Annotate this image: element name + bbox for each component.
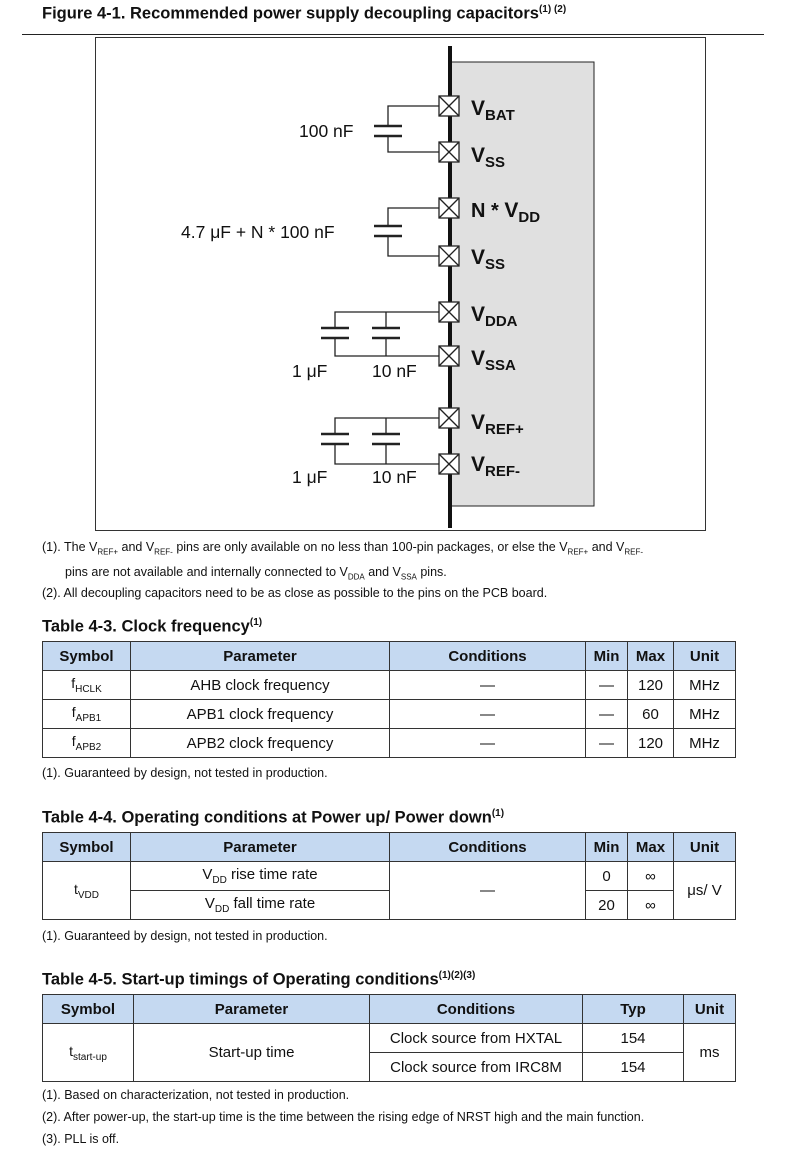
pin-label-vdd: N * $V_{DD}$	[471, 199, 541, 226]
table-4-5-title: Table 4-5. Start-up timings of Operating conditions$^{(1)(2)(3)}$	[42, 970, 476, 989]
table-row: $V_{DD}$ fall time rate 20 ∞	[43, 891, 736, 920]
clock-frequency-table	[42, 641, 736, 758]
pin-box-vss2	[439, 246, 459, 266]
table-4-4-title: Table 4-4. Operating conditions at Power up/ Power down$^{(1)}$	[42, 808, 505, 827]
figure-note-1-cont: pins are not available and internally connected to $V_{DDA}$ and $V_{SSA}$ pins.	[65, 565, 447, 582]
cap-label-vdd: 4.7 μF + N * 100 nF	[181, 222, 335, 242]
pin-box-vrefp	[439, 408, 459, 428]
cap-label-vdda-1uf: 1 μF	[292, 361, 328, 381]
capacitor-wiring	[321, 106, 439, 464]
table-row: Clock source from IRC8M 154	[43, 1053, 736, 1082]
table-4-5-note-3: (3). PLL is off.	[42, 1132, 120, 1146]
pin-box-vdda	[439, 302, 459, 322]
pin-label-vbat: $V_{BAT}$	[471, 97, 515, 124]
table-4-5-note-1: (1). Based on characterization, not tested in production.	[42, 1088, 350, 1102]
pin-box-vrefm	[439, 454, 459, 474]
table-4-3-note: (1). Guaranteed by design, not tested in production.	[42, 766, 328, 780]
table-header-row: Symbol Parameter Conditions Typ Unit	[43, 995, 736, 1024]
cap-label-100nf: 100 nF	[299, 121, 354, 141]
table-4-5-note-2: (2). After power-up, the start-up time is the time between the rising edge of NRST high and the main function.	[42, 1110, 645, 1124]
table-4-3-title: Table 4-3. Clock frequency$^{(1)}$	[42, 617, 263, 636]
pin-label-vref-minus: $V_{REF-}$	[471, 453, 521, 480]
pin-label-vss-1: $V_{SS}$	[471, 144, 506, 171]
decoupling-schematic	[0, 0, 790, 540]
pin-label-vdda: $V_{DDA}$	[471, 303, 518, 330]
col-header: Unit	[674, 642, 736, 671]
pin-box-vss1	[439, 142, 459, 162]
table-header-row	[43, 642, 736, 671]
figure-note-2: (2). All decoupling capacitors need to be as close as possible to the pins on the PCB board.	[42, 586, 548, 600]
table-row: $f_{APB2}$ APB2 clock frequency — — 120 MHz	[43, 729, 736, 758]
power-up-table	[42, 832, 736, 920]
cap-label-vref-10nf: 10 nF	[372, 467, 417, 487]
col-header: Conditions	[390, 642, 586, 671]
table-row: $t_{VDD}$ $V_{DD}$ rise time rate — 0 ∞ μs/ V	[43, 862, 736, 891]
pin-box-vbat	[439, 96, 459, 116]
col-header: Parameter	[131, 642, 390, 671]
cap-label-vref-1uf: 1 μF	[292, 467, 328, 487]
table-row: $t_{start-up}$ Start-up time Clock source from HXTAL 154 ms	[43, 1024, 736, 1053]
chip-body	[451, 62, 594, 506]
col-header: Max	[628, 642, 674, 671]
table-row: $f_{HCLK}$ AHB clock frequency — — 120 MHz	[43, 671, 736, 700]
startup-timing-table	[42, 994, 736, 1082]
pin-label-vref-plus: $V_{REF+}$	[471, 411, 524, 438]
pin-box-vssa	[439, 346, 459, 366]
table-4-4-note: (1). Guaranteed by design, not tested in production.	[42, 929, 328, 943]
table-header-row: Symbol Parameter Conditions Min Max Unit	[43, 833, 736, 862]
cap-label-vdda-10nf: 10 nF	[372, 361, 417, 381]
figure-title: Figure 4-1. Recommended power supply decoupling capacitors$^{(1) (2)}$	[42, 4, 567, 23]
col-header: Min	[586, 642, 628, 671]
col-header: Symbol	[43, 642, 131, 671]
pin-label-vss-2: $V_{SS}$	[471, 246, 506, 273]
pin-label-vssa: $V_{SSA}$	[471, 347, 516, 374]
figure-note-1: (1). The $V_{REF+}$ and $V_{REF-}$ pins are only available on no less than 100-pin packages, or else the $V_{REF+}$ and $V_{REF-}$	[42, 540, 644, 557]
pin-box-vdd	[439, 198, 459, 218]
table-row: $f_{APB1}$ APB1 clock frequency — — 60 MHz	[43, 700, 736, 729]
